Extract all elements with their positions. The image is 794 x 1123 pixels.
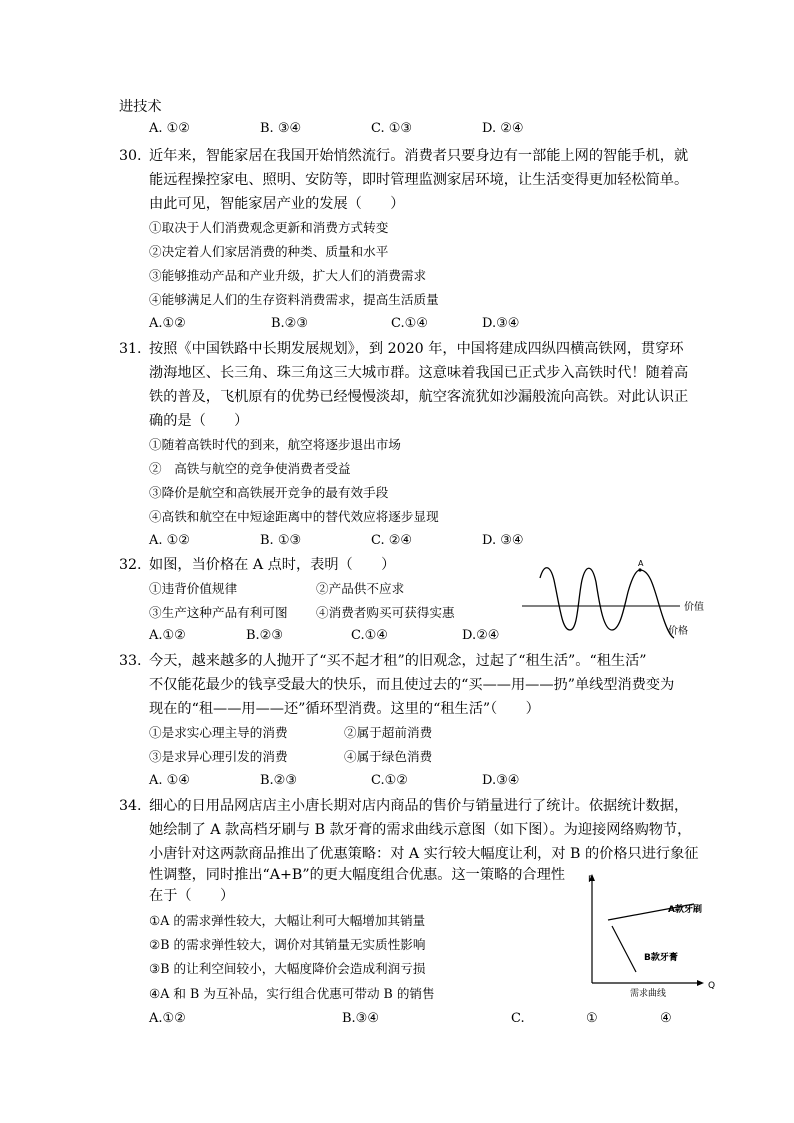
q31-stem-line: 铁的普及，飞机原有的优势已经慢慢淡却，航空客流犹如沙漏般流向高铁。对此认识正 [149, 389, 689, 405]
q31-number: 31. [119, 341, 142, 357]
q29-option-a: A. ①② [149, 121, 190, 136]
q30-option-c: C.①④ [391, 316, 428, 331]
price-value-wave-figure [520, 558, 720, 642]
figure-caption: 需求曲线 [630, 989, 667, 998]
q31-option-c: C. ②④ [371, 533, 413, 548]
q32-option-c: C.①④ [351, 628, 388, 643]
curve-a-label: A款牙刷 [668, 905, 702, 915]
q30-option-a: A.①② [149, 316, 186, 331]
curve-b-line [612, 926, 636, 972]
q30-statement-4: ④能够满足人们的生存资料消费需求，提高生活质量 [149, 292, 439, 307]
q32-number: 32. [119, 557, 142, 573]
q31-statement-4: ④高铁和航空在中短途距离中的替代效应将逐步显现 [149, 509, 439, 524]
q31-statement-1: ①随着高铁时代的到来，航空将逐步退出市场 [149, 437, 401, 452]
q32-option-d: D.②④ [462, 628, 500, 643]
q31-option-b: B. ①③ [260, 533, 302, 548]
q33-statement-4: ④属于绿色消费 [344, 749, 433, 764]
q29-option-c: C. ①③ [371, 121, 413, 136]
q30-stem-line: 由此可见，智能家居产业的发展（ ） [149, 196, 405, 212]
q34-stem-line: 细心的日用品网店店主小唐长期对店内商品的售价与销量进行了统计。依据统计数据， [149, 798, 689, 814]
q33-stem-line: 今天，越来越多的人抛开了“买不起才租”的旧观念，过起了“租生活”。“租生活” [149, 653, 647, 669]
q33-statement-1: ①是求实心理主导的消费 [149, 725, 288, 740]
q30-statement-1: ①取决于人们消费观念更新和消费方式转变 [149, 220, 389, 235]
q31-stem-line: 渤海地区、长三角、珠三角这三大城市群。这意味着我国已正式步入高铁时代！随着高 [149, 365, 689, 381]
q34-stem-line: 在于（ ） [149, 888, 235, 904]
p-axis-label: P [588, 875, 594, 885]
q34-stem-line: 小唐针对这两款商品推出了优惠策略：对 A 实行较大幅度让利，对 B 的价格只进行象征 [149, 846, 699, 862]
q33-number: 33. [119, 653, 142, 669]
q31-statement-2: ② 高铁与航空的竞争使消费者受益 [149, 461, 351, 476]
q34-option-c-item: ① [586, 1011, 598, 1026]
q32-statement-4: ④消费者购买可获得实惠 [316, 605, 455, 620]
q31-option-d: D. ③④ [482, 533, 524, 548]
q30-number: 30. [119, 148, 142, 164]
q29-option-d: D. ②④ [482, 121, 524, 136]
q33-option-b: B.②③ [260, 773, 297, 788]
q33-stem-line: 现在的“租——用——还”循环型消费。这里的“租生活”（ ） [149, 701, 540, 717]
q-axis-label: Q [708, 981, 716, 991]
q30-stem-line: 近年来，智能家居在我国开始悄然流行。消费者只要身边有一部能上网的智能手机，就 [149, 148, 689, 164]
q31-stem-line: 确的是（ ） [149, 413, 249, 429]
q30-statement-2: ②决定着人们家居消费的种类、质量和水平 [149, 244, 389, 259]
q34-option-a: A.①② [149, 1011, 186, 1026]
q32-stem-line: 如图，当价格在 A 点时，表明（ ） [149, 557, 396, 573]
q33-stem-line: 不仅能花最少的钱享受最大的快乐，而且使过去的“买——用——扔”单线型消费变为 [149, 677, 675, 693]
q32-option-b: B.②③ [246, 628, 283, 643]
q31-stem-line: 按照《中国铁路中长期发展规划》，到 2020 年，中国将建成四纵四横高铁网，贯穿环 [149, 341, 684, 357]
q-axis-arrow [697, 980, 704, 986]
q34-stem-line: 性调整，同时推出“A+B”的更大幅度组合优惠。这一策略的合理性 [149, 867, 565, 883]
q33-statement-3: ③是求异心理引发的消费 [149, 749, 288, 764]
point-a-label: A [638, 559, 644, 568]
q31-option-a: A. ①② [149, 533, 190, 548]
q34-stem-line: 她绘制了 A 款高档牙刷与 B 款牙膏的需求曲线示意图（如下图）。为迎接网络购物节， [149, 822, 692, 838]
q32-statement-2: ②产品供不应求 [316, 581, 405, 596]
q29-option-b: B. ③④ [260, 121, 302, 136]
q32-statement-3: ③生产这种产品有利可图 [149, 605, 288, 620]
q30-option-d: D.③④ [482, 316, 520, 331]
q34-statement-3: ③B 的让利空间较小，大幅度降价会造成利润亏损 [149, 961, 426, 976]
q33-option-a: A. ①④ [149, 773, 190, 788]
q33-option-d: D.③④ [482, 773, 520, 788]
point-a-marker [638, 568, 641, 571]
q32-option-a: A.①② [149, 628, 186, 643]
price-label: 价格 [668, 626, 688, 637]
q34-statement-1: ①A 的需求弹性较大，大幅让利可大幅增加其销量 [149, 913, 426, 928]
price-wave-curve [540, 568, 674, 638]
q34-statement-2: ②B 的需求弹性较大，调价对其销量无实质性影响 [149, 937, 426, 952]
q33-statement-2: ②属于超前消费 [344, 725, 433, 740]
q32-statement-1: ①违背价值规律 [149, 581, 238, 596]
demand-curve-figure [572, 868, 722, 998]
q34-statement-4: ④A 和 B 为互补品，实行组合优惠可带动 B 的销售 [149, 986, 435, 1001]
q31-statement-3: ③降价是航空和高铁展开竞争的最有效手段 [149, 485, 389, 500]
q34-option-c-item: ④ [660, 1011, 672, 1026]
q34-option-b: B.③④ [342, 1011, 379, 1026]
q30-option-b: B.②③ [271, 316, 308, 331]
q30-statement-3: ③能够推动产品和产业升级，扩大人们的消费需求 [149, 268, 427, 283]
q34-option-c: C. [511, 1011, 525, 1026]
value-label: 价值 [684, 602, 704, 613]
q34-number: 34. [119, 798, 142, 814]
q30-stem-line: 能远程操控家电、照明、安防等，即时管理监测家居环境，让生活变得更加轻松简单。 [149, 172, 689, 188]
q33-option-c: C.①② [371, 773, 408, 788]
curve-b-label: B款牙膏 [644, 953, 678, 963]
continued-text: 进技术 [119, 99, 162, 115]
